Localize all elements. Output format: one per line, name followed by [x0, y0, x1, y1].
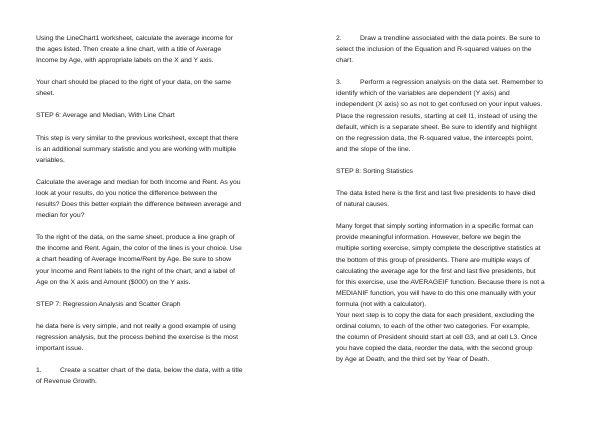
- step6-heading: STEP 6: Average and Median, With Line Chart: [36, 112, 175, 120]
- right-column: [336, 33, 568, 376]
- chart-placement-paragraph: Your chart should be placed to the right of your data, on the same sheet.: [36, 79, 232, 98]
- item-text: Perform a regression analysis on the data set. Remember to identify which of the variables are dependent (Y axis) and independent (X axis) so as not to get confused on your input values. Place the regression results, starting at cell I1, instead of using the default, which is a separate sheet. Be sure to identify and highlight on the regression data, the R-squared value, the intercepts point, and the slope of the line.: [336, 79, 543, 153]
- left-column: [36, 33, 268, 398]
- step8-paragraph-3: Your next step is to copy the data for each president, excluding the ordinal column, to each of the other two categories. For example, the column of President should start at cell G3, and at cell L3. Once you have copied the data, reorder the data, with the second group by Age at Death, and the third set by Year of Death.: [336, 311, 538, 364]
- item-text: Create a scatter chart of the data, below the data, with a title of Revenue Growth.: [36, 367, 243, 386]
- step8-heading: STEP 8: Sorting Statistics: [336, 167, 413, 175]
- step8-paragraph-2: Many forget that simply sorting information in a specific format can provide meaningful information. However, before we begin the multiple sorting exercise, simply complete the descriptive statistics at the bottom of this group of presidents. There are multiple ways of calculating the average age for the first and last five presidents, but for this exercise, use the AVERAGEIF function. Because there is not a MEDIANIF function, you will have to do this one manually with your formula (not with a calculator).: [336, 223, 545, 308]
- step7-item-2: [336, 33, 568, 66]
- intro-paragraph: Using the LineChart1 worksheet, calculate the average income for the ages listed. Then create a line chart, with a title of Average Income by Age, with appropriate labels on the X and Y axis.: [36, 35, 233, 65]
- item-number: 2.: [336, 35, 342, 42]
- step8-paragraph-1: The data listed here is the first and last five presidents to have died of natural causes.: [336, 190, 536, 209]
- item-number: 3.: [336, 79, 342, 87]
- step7-item-1: [36, 365, 268, 387]
- step6-paragraph-3: To the right of the data, on the same sheet, produce a line graph of the Income and Rent. Again, the color of the lines is your choice. Use a chart heading of Average Income/Rent by Age. Be sure to show your Income and Rent labels to the right of the chart, and a label of Age on the X axis and Amount ($000) on the Y axis.: [36, 234, 242, 286]
- step6-paragraph-2: Calculate the average and median for both Income and Rent. As you look at your results, do you notice the difference between the results? Does this better explain the difference between average and median for you?: [36, 178, 241, 220]
- step7-heading: STEP 7: Regression Analysis and Scatter Graph: [36, 300, 181, 308]
- step7-paragraph: he data here is very simple, and not really a good example of using regression analysis, but the process behind the exercise is the most important issue.: [36, 322, 239, 352]
- step7-item-3: [336, 77, 568, 155]
- item-text: Draw a trendline associated with the data points. Be sure to select the inclusion of the Equation and R-squared values on the chart.: [336, 35, 541, 65]
- step6-paragraph-1: This step is very similar to the previous worksheet, except that there is an additional summary statistic and you are working with multiple variables.: [36, 134, 239, 164]
- item-number: 1.: [36, 367, 42, 375]
